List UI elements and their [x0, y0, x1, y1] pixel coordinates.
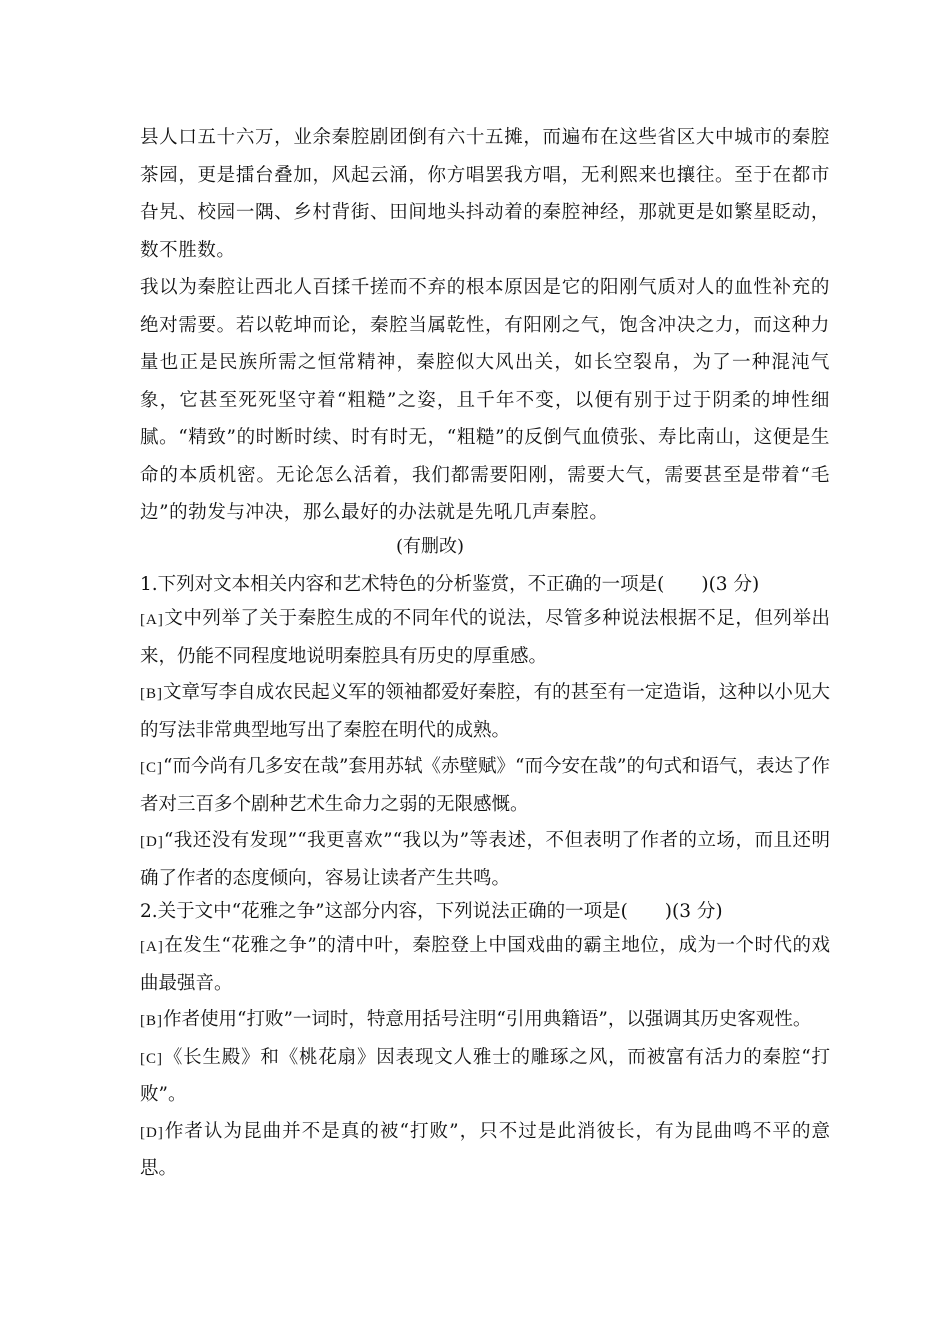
option-text: 文中列举了关于秦腔生成的不同年代的说法，尽管多种说法根据不足，但列举出来，仍能不同程度地说明秦腔具有历史的厚重感。 [140, 608, 830, 667]
question-1-stem: 1.下列对文本相关内容和艺术特色的分析鉴赏，不正确的一项是( )(3 分) [140, 574, 760, 595]
question-2 [140, 895, 830, 1188]
question-2-option-d[interactable] [140, 1114, 830, 1188]
question-1-option-b[interactable] [140, 675, 830, 749]
question-2-option-c[interactable] [140, 1040, 830, 1114]
option-label: [D] [140, 1124, 164, 1141]
question-1-option-a[interactable] [140, 601, 830, 675]
option-text: 作者使用“打败”一词时，特意用括号注明“引用典籍语”，以强调其历史客观性。 [163, 1009, 812, 1030]
option-label: [C] [140, 1050, 163, 1067]
question-2-option-b[interactable] [140, 1002, 830, 1040]
option-text: 在发生“花雅之争”的清中叶，秦腔登上中国戏曲的霸主地位，成为一个时代的戏曲最强音。 [140, 935, 830, 994]
question-2-option-a[interactable] [140, 928, 830, 1002]
question-1-option-c[interactable] [140, 749, 830, 823]
option-label: [C] [140, 760, 163, 776]
option-text: 作者认为昆曲并不是真的被“打败”，只不过是此消彼长，有为昆曲鸣不平的意思。 [140, 1120, 830, 1179]
option-label: [A] [140, 612, 164, 628]
body-paragraph-1: 县人口五十六万，业余秦腔剧团倒有六十五摊，而遍布在这些省区大中城市的秦腔茶园，更是擂台叠加，风起云涌，你方唱罢我方唱，无利熙来也攘往。至于在都市旮旯、校园一隅、乡村背街、田间地头抖动着的秦腔神经，那就更是如繁星眨动，数不胜数。 [140, 127, 830, 261]
source-note: (有删改) [395, 536, 465, 557]
option-text: 文章写李自成农民起义军的领袖都爱好秦腔，有的甚至有一定造诣，这种以小见大的写法非常典型地写出了秦腔在明代的成熟。 [140, 682, 830, 741]
option-label: [B] [140, 1013, 163, 1029]
option-label: [D] [140, 834, 164, 850]
option-text: 《长生殿》和《桃花扇》因表现文人雅士的雕琢之风，而被富有活力的秦腔“打败”。 [140, 1046, 830, 1105]
body-paragraph-2: 我以为秦腔让西北人百揉千搓而不弃的根本原因是它的阳刚气质对人的血性补充的绝对需要。若以乾坤而论，秦腔当属乾性，有阳刚之气，饱含冲决之力，而这种力量也正是民族所需之恒常精神，秦腔似大风出关，如长空裂帛，为了一种混沌气象，它甚至死死坚守着“粗糙”之姿，且千年不变，以便有别于过于阴柔的坤性细腻。“精致”的时断时续、时有时无，“粗糙”的反倒气血偾张、寿比南山，这便是生命的本质机密。无论怎么活着，我们都需要阳刚，需要大气，需要甚至是带着“毛边”的勃发与冲决，那么最好的办法就是先吼几声秦腔。 [140, 277, 830, 523]
question-1-option-d[interactable] [140, 823, 830, 897]
option-text: “我还没有发现”“我更喜欢”“我以为”等表述，不但表明了作者的立场，而且还明确了作者的态度倾向，容易让读者产生共鸣。 [140, 830, 830, 889]
option-label: [B] [140, 686, 163, 702]
option-label: [A] [140, 939, 164, 955]
question-1 [140, 568, 830, 897]
question-2-stem: 2.关于文中“花雅之争”这部分内容，下列说法正确的一项是( )(3 分) [140, 901, 723, 922]
option-text: “而今尚有几多安在哉”套用苏轼《赤壁赋》“而今安在哉”的句式和语气，表达了作者对三百多个剧种艺术生命力之弱的无限感慨。 [140, 756, 830, 815]
